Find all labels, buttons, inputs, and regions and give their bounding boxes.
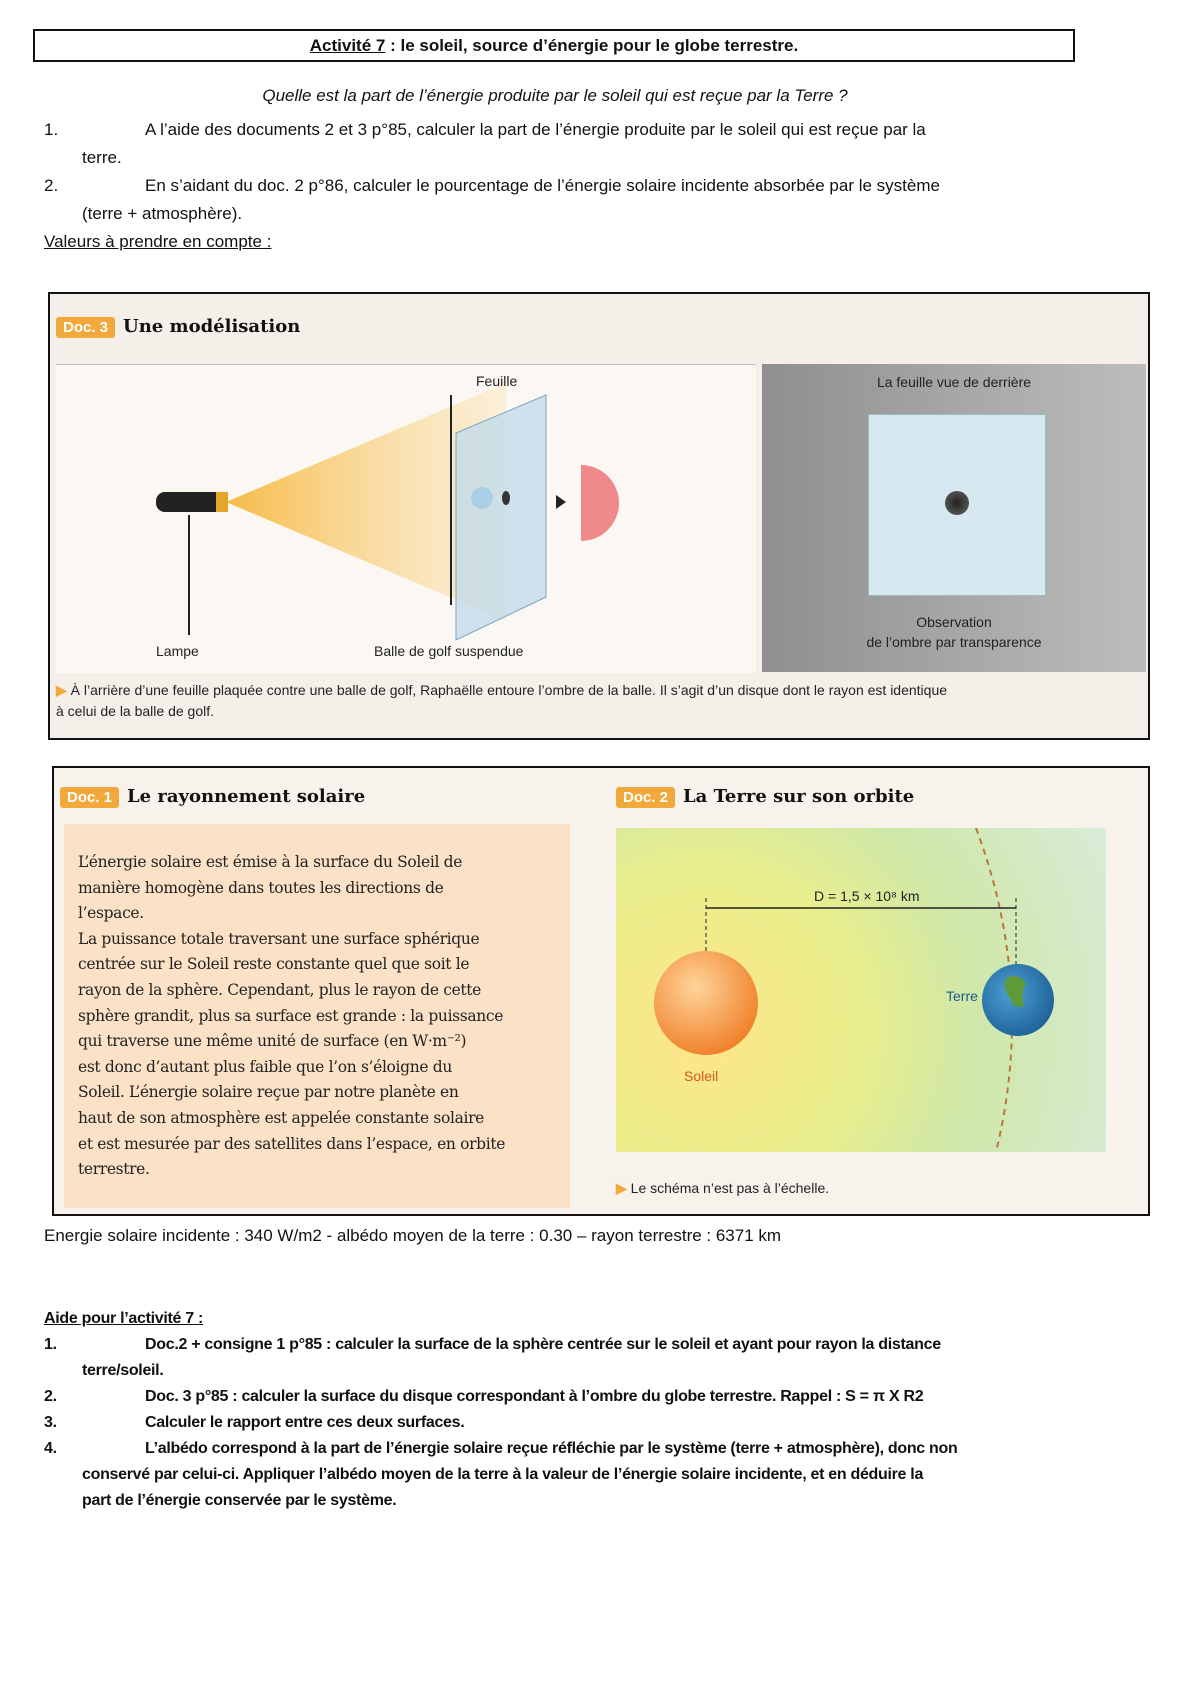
sun (654, 951, 758, 1055)
help-heading: Aide pour l’activité 7 : (44, 1310, 204, 1327)
orbit-diagram (616, 828, 1106, 1152)
doc2-caption (616, 1180, 829, 1197)
doc1-line: manière homogène dans toutes les directions de (78, 878, 444, 897)
doc3-figure (48, 292, 1150, 740)
task-2-line1: En s’aidant du doc. 2 p°86, calculer le pourcentage de l’énergie solaire incidente absorbée par le système (145, 176, 940, 195)
values-line: Energie solaire incidente : 340 W/m2 - albédo moyen de la terre : 0.30 – rayon terrestre : 6371 km (44, 1226, 782, 1245)
help-item-2 (0, 1384, 1100, 1410)
shadow-spot (502, 491, 510, 505)
help-item-2-number: 2. (44, 1388, 57, 1405)
doc3-caption (56, 680, 1146, 722)
help-item-4-line1: L’albédo correspond à la part de l’énergie solaire reçue réfléchie par le système (terre + atmosphère), donc non (145, 1440, 958, 1457)
label-terre: Terre (946, 988, 978, 1004)
doc2-caption-text: Le schéma n’est pas à l’échelle. (630, 1180, 830, 1196)
doc3-tag: Doc. 3 (56, 317, 115, 338)
task-1-line1: A l’aide des documents 2 et 3 p°85, calculer la part de l’énergie produite par le soleil qui est reçue par la (145, 120, 926, 139)
label-observation-2: de l’ombre par transparence (866, 634, 1042, 650)
activity-number: Activité 7 (309, 36, 386, 55)
task-2-number: 2. (44, 176, 59, 195)
label-balle: Balle de golf suspendue (374, 643, 524, 659)
doc2-title: La Terre sur son orbite (683, 786, 915, 807)
help-item-1 (0, 1332, 1100, 1384)
lamp-head (216, 492, 228, 512)
distance-label: D = 1,5 × 10⁸ km (814, 888, 920, 904)
doc3-title: Une modélisation (123, 316, 301, 337)
task-1-number: 1. (44, 120, 59, 139)
task-1-line2: terre. (82, 148, 122, 167)
task-1 (0, 116, 1100, 172)
doc1-line: rayon de la sphère. Cependant, plus le rayon de cette (78, 980, 482, 999)
doc1-line: Soleil. L’énergie solaire reçue par notre planète en (78, 1083, 459, 1102)
doc1-title: Le rayonnement solaire (127, 786, 366, 807)
doc1-line: est donc d’autant plus faible que l’on s’éloigne du (78, 1057, 452, 1076)
doc3-back-view (762, 364, 1146, 672)
help-item-1-number: 1. (44, 1336, 57, 1353)
doc1-tag: Doc. 1 (60, 787, 119, 808)
values-heading: Valeurs à prendre en compte : (44, 232, 272, 251)
help-item-4 (0, 1436, 1100, 1514)
doc2-header (616, 786, 914, 808)
doc1-header (60, 786, 365, 808)
help-item-4-number: 4. (44, 1440, 57, 1457)
doc1-line: haut de son atmosphère est appelée constante solaire (78, 1108, 484, 1127)
doc1-line: La puissance totale traversant une surface sphérique (78, 929, 480, 948)
doc2-tag: Doc. 2 (616, 787, 675, 808)
help-item-1-line1: Doc.2 + consigne 1 p°85 : calculer la surface de la sphère centrée sur le soleil et ayant pour rayon la distance (145, 1336, 941, 1353)
help-item-3 (0, 1410, 1100, 1436)
caption-arrow-icon: ▶ (56, 682, 67, 698)
paper-sheet (456, 395, 546, 640)
observer-eye-zone (581, 465, 619, 541)
help-item-4-line3: part de l’énergie conservée par le système. (82, 1492, 397, 1509)
shadow-disc (945, 491, 969, 515)
doc3-scene (56, 364, 756, 673)
sheet-back (868, 414, 1046, 596)
doc1-doc2-figure (52, 766, 1150, 1216)
help-item-3-line1: Calculer le rapport entre ces deux surfaces. (145, 1414, 465, 1431)
doc1-line: terrestre. (78, 1160, 150, 1179)
doc1-line: qui traverse une même unité de surface (en W·m⁻²) (78, 1032, 467, 1051)
caption-arrow-icon: ▶ (616, 1180, 627, 1196)
orbit-illustration (616, 828, 1106, 1152)
help-item-3-number: 3. (44, 1414, 57, 1431)
doc1-line: l’espace. (78, 904, 144, 923)
label-back-view: La feuille vue de derrière (876, 374, 1032, 390)
doc3-caption-line2: à celui de la balle de golf. (56, 703, 214, 719)
label-soleil: Soleil (684, 1068, 719, 1084)
doc1-line: L’énergie solaire est émise à la surface du Soleil de (78, 853, 463, 871)
doc1-text-box (64, 824, 570, 1208)
doc1-body (78, 850, 564, 1183)
label-lampe: Lampe (156, 643, 199, 659)
help-item-2-line1: Doc. 3 p°85 : calculer la surface du disque correspondant à l’ombre du globe terrestre. Rappel : S = π X R2 (145, 1388, 924, 1405)
label-observation: Observation (916, 614, 992, 630)
doc3-header (56, 316, 300, 338)
task-2-line2: (terre + atmosphère). (82, 204, 243, 223)
label-feuille: Feuille (476, 373, 518, 389)
main-question: Quelle est la part de l’énergie produite par le soleil qui est reçue par la Terre ? (262, 86, 848, 105)
activity-title-text: : le soleil, source d’énergie pour le globe terrestre. (385, 36, 799, 55)
doc1-line: et est mesurée par des satellites dans l’espace, en orbite (78, 1134, 506, 1153)
help-item-1-line2: terre/soleil. (82, 1362, 164, 1379)
doc1-line: centrée sur le Soleil reste constante quel que soit le (78, 955, 470, 974)
help-item-4-line2: conservé par celui-ci. Appliquer l’albédo moyen de la terre à la valeur de l’énergie solaire incidente, et en déduire la (82, 1466, 924, 1483)
doc3-caption-line1: À l’arrière d’une feuille plaquée contre une balle de golf, Raphaëlle entoure l’ombre de la balle. Il s’agit d’un disque dont le rayon est identique (70, 682, 948, 698)
activity-title (33, 29, 1075, 62)
eye-icon (556, 495, 566, 509)
doc1-line: sphère grandit, plus sa surface est grande : la puissance (78, 1006, 504, 1025)
task-2 (0, 172, 1100, 228)
lamp-experiment-illustration (56, 365, 756, 673)
